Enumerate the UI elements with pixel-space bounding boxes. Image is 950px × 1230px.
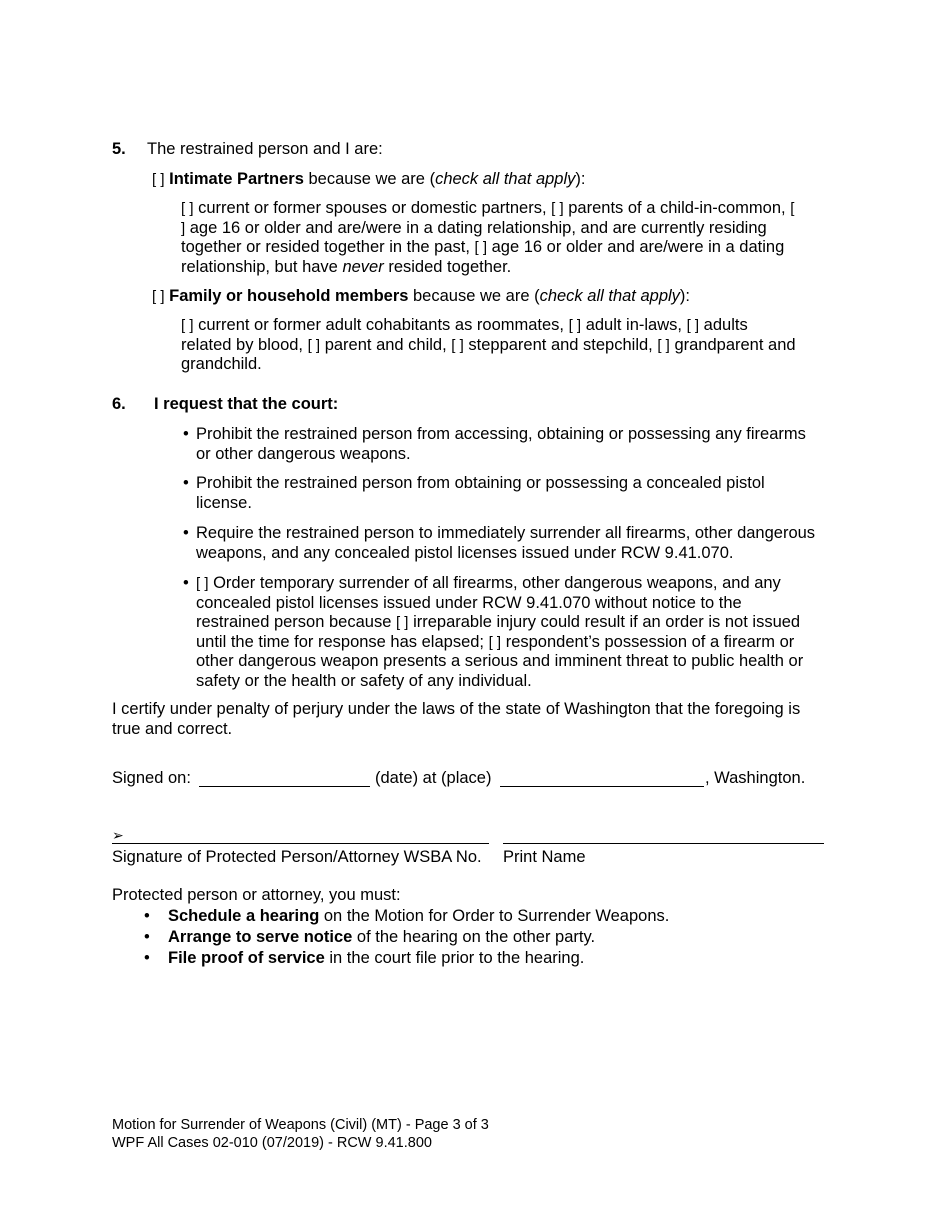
section-6-number: 6. [112, 395, 126, 413]
intimate-line-4a: relationship, but have [181, 257, 343, 276]
option-dating-residing-checkbox-close[interactable]: ] [181, 219, 186, 237]
signature-field[interactable] [112, 843, 489, 844]
bullet-dot: • [183, 574, 189, 592]
request-bullet-4-line-2: concealed pistol licenses issued under RCW 9.41.070 without notice to the [196, 593, 742, 612]
option-in-laws-label: adult in-laws, [581, 316, 687, 334]
intimate-line-4b: resided together. [383, 257, 512, 276]
instructions-intro: Protected person or attorney, you must: [112, 886, 401, 904]
request-bullet-4-line-3 [196, 613, 803, 633]
certification-statement [112, 700, 800, 739]
bullet-dot: • [183, 524, 189, 542]
instruction-item-2 [168, 928, 595, 948]
section-5-intro: The restrained person and I are: [147, 140, 383, 158]
request-bullet-4-line-3b: irreparable injury could result if an order is not issued [408, 613, 801, 632]
family-members-title: Family or household members [169, 287, 409, 305]
option-dating-never-checkbox[interactable]: [ ] [474, 239, 488, 257]
option-roommates-checkbox[interactable]: [ ] [181, 317, 194, 334]
instruction-item-2-bold: Arrange to serve notice [168, 928, 353, 946]
instruction-item-2-rest: of the hearing on the other party. [352, 928, 596, 946]
family-line-3-text: grandchild. [181, 355, 262, 374]
option-spouses-checkbox[interactable]: [ ] [181, 200, 194, 217]
page-footer [112, 1116, 489, 1152]
request-bullet-4-line-4b: respondent’s possession of a firearm or [501, 632, 795, 651]
section-6-title: I request that the court: [154, 395, 339, 413]
request-bullet-1-line-2: or other dangerous weapons. [196, 444, 411, 463]
intimate-line-3-text: together or resided together in the past, [181, 238, 475, 257]
signature-arrow-icon: ➢ [112, 828, 124, 844]
print-name-label: Print Name [503, 848, 586, 866]
request-bullet-2-line-1: Prohibit the restrained person from obtaining or possessing a concealed pistol [196, 474, 765, 492]
check-all-text: check all that apply [435, 170, 576, 188]
request-bullet-4-line-1 [196, 574, 803, 594]
intimate-partners-title: Intimate Partners [169, 170, 304, 188]
option-spouses-label: current or former spouses or domestic partners, [193, 199, 552, 217]
signature-label: Signature of Protected Person/Attorney WSBA No. [112, 848, 482, 866]
option-parent-child-label: parent and child, [320, 335, 452, 354]
intimate-partners-heading [152, 170, 586, 190]
imminent-threat-checkbox[interactable]: [ ] [488, 633, 502, 651]
option-stepparent-checkbox[interactable]: [ ] [451, 336, 464, 354]
request-bullet-3 [196, 524, 815, 563]
request-bullet-4-line-4a: until the time for response has elapsed; [196, 632, 489, 651]
family-members-heading [152, 287, 690, 307]
request-bullet-3-line-2: weapons, and any concealed pistol licenses issued under RCW 9.41.070. [196, 543, 734, 562]
instruction-bullet: • [144, 928, 150, 946]
option-stepparent-label: stepparent and stepchild, [463, 335, 658, 354]
print-name-field[interactable] [503, 843, 824, 844]
option-roommates-label: current or former adult cohabitants as roommates, [193, 316, 569, 334]
request-bullet-4-line-4 [196, 633, 803, 653]
family-line-3 [181, 355, 841, 375]
request-bullet-4 [196, 574, 803, 692]
instruction-item-3 [168, 949, 584, 969]
request-bullet-1 [196, 425, 806, 464]
family-line-2 [181, 336, 841, 356]
certification-line-2: true and correct. [112, 719, 233, 738]
instruction-bullet: • [144, 949, 150, 967]
close-text: ): [679, 287, 691, 305]
intimate-line-3 [181, 238, 841, 258]
request-bullet-1-line-1: Prohibit the restrained person from accessing, obtaining or possessing any firearms [196, 425, 806, 443]
instruction-item-1-bold: Schedule a hearing [168, 907, 320, 925]
instruction-bullet: • [144, 907, 150, 925]
temporary-surrender-checkbox[interactable]: [ ] [196, 575, 209, 592]
instruction-item-1-rest: on the Motion for Order to Surrender Weapons. [319, 907, 670, 925]
certification-line-1: I certify under penalty of perjury under the laws of the state of Washington that the foregoing is [112, 700, 801, 718]
request-bullet-4-line-1-text: Order temporary surrender of all firearms, other dangerous weapons, and any [208, 574, 781, 592]
footer-line-2: WPF All Cases 02-010 (07/2019) - RCW 9.41.800 [112, 1135, 432, 1151]
never-text: never [342, 257, 384, 276]
option-dating-never-label: age 16 or older and are/were in a dating [487, 238, 785, 257]
washington-label: , Washington. [705, 769, 806, 787]
option-grandparent-checkbox[interactable]: [ ] [657, 336, 670, 354]
option-child-in-common-label: parents of a child-in-common, [563, 199, 791, 217]
bullet-dot: • [183, 425, 189, 443]
intimate-line-4 [181, 258, 841, 278]
footer-line-1: Motion for Surrender of Weapons (Civil) (MT) - Page 3 of 3 [112, 1117, 489, 1133]
bullet-dot: • [183, 474, 189, 492]
request-bullet-2-line-2: license. [196, 493, 252, 512]
signed-place-field[interactable] [500, 786, 704, 787]
option-in-laws-checkbox[interactable]: [ ] [568, 317, 582, 334]
irreparable-injury-checkbox[interactable]: [ ] [395, 614, 409, 632]
family-members-options [181, 316, 841, 375]
option-parent-child-checkbox[interactable]: [ ] [307, 336, 321, 354]
signed-date-field[interactable] [199, 786, 370, 787]
intimate-line-2 [181, 219, 841, 239]
date-at-place-label: (date) at (place) [375, 769, 492, 787]
option-dating-residing-checkbox-open[interactable]: [ [790, 200, 795, 217]
option-blood-label: adults [699, 316, 748, 334]
intimate-partners-options [181, 199, 841, 277]
intimate-partners-checkbox[interactable]: [ ] [152, 171, 165, 188]
instruction-item-1 [168, 907, 669, 927]
option-dating-residing-label: age 16 or older and are/were in a dating relationship, and are currently residing [185, 218, 767, 237]
instruction-item-3-bold: File proof of service [168, 949, 325, 967]
check-all-text: check all that apply [539, 287, 680, 305]
option-child-in-common-checkbox[interactable]: [ ] [551, 200, 564, 217]
request-bullet-4-line-5: other dangerous weapon presents a serious and imminent threat to public health or [196, 652, 804, 671]
because-text: because we are ( [303, 170, 436, 188]
family-line-2-text: related by blood, [181, 335, 308, 354]
request-bullet-3-line-1: Require the restrained person to immediately surrender all firearms, other dangerous [196, 524, 816, 542]
option-blood-checkbox[interactable]: [ ] [686, 317, 700, 334]
request-bullet-2 [196, 474, 765, 513]
family-members-checkbox[interactable]: [ ] [152, 288, 165, 305]
request-bullet-4-line-3a: restrained person because [196, 613, 396, 632]
intimate-line-1 [181, 199, 841, 219]
signed-on-label: Signed on: [112, 769, 191, 787]
family-line-1 [181, 316, 841, 336]
request-bullet-4-line-6: safety or the health or safety of any individual. [196, 671, 532, 690]
option-grandparent-label: grandparent and [669, 335, 796, 354]
close-text: ): [575, 170, 586, 188]
instruction-item-3-rest: in the court file prior to the hearing. [324, 949, 585, 967]
because-text: because we are ( [408, 287, 540, 305]
section-5-number: 5. [112, 140, 126, 158]
